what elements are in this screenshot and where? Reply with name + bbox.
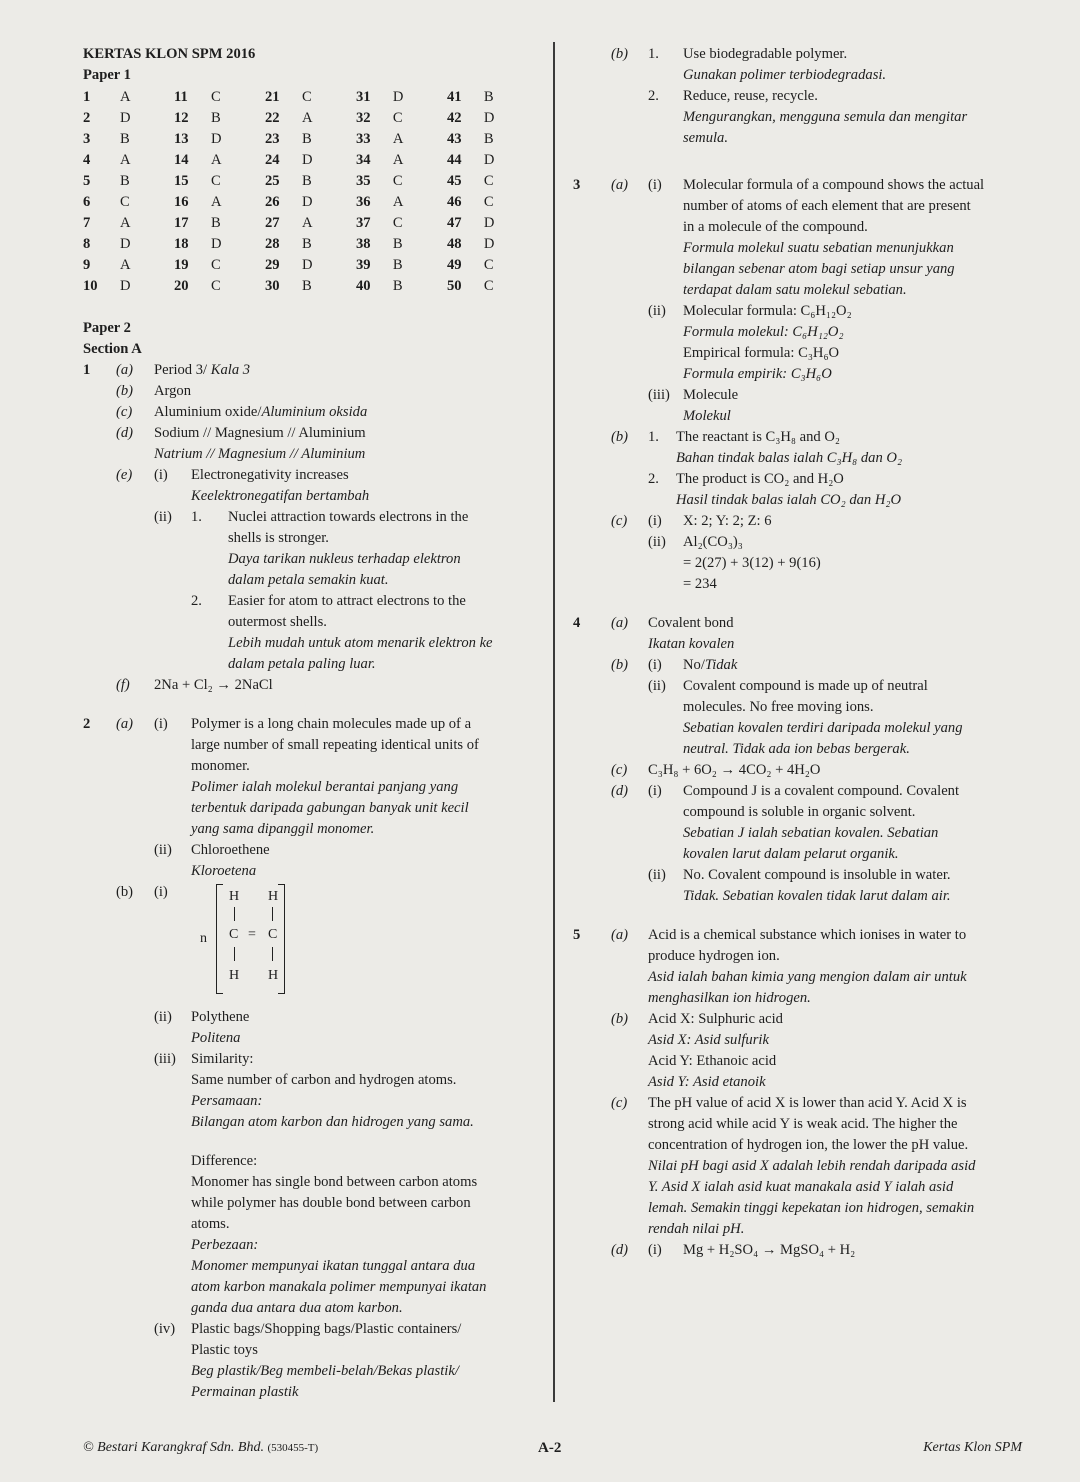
answer-letter: B: [392, 236, 403, 252]
question-1: 1 (a) Period 3/ Kala 3 (b) Argon (c) Aluminium oxide/ Aluminium oksida (d) Sodium // Magnesium // Aluminium Natrium // Magnesium // Aluminium (e) (i) Electronegativity increases Keelektronegatifan bertambah (ii) 1. Nuclei attraction towards electrons in the shells is stronger. Daya tarikan nukleus terhadap elektron dalam petala semakin kuat. 2. Easier for atom to attract electrons to the outermost shells. Lebih mudah untuk atom menarik elektron ke dalam petala paling luar. (f) 2Na + Cl₂ → 2NaCl: [83, 362, 493, 693]
answer-letter: D: [483, 236, 495, 252]
paper2-heading: Paper 2: [83, 320, 131, 336]
question-number: 2: [83, 110, 91, 126]
question-number: 36: [355, 194, 371, 210]
answer-letter: B: [210, 215, 221, 231]
question-5: 5 (a) Acid is a chemical substance which ionises in water to produce hydrogen ion. Asid ialah bahan kimia yang mengion dalam air untuk menghasilkan ion hidrogen. (b) Acid X: Sulphuric acid Asid X: Asid sulfurik Acid Y: Ethanoic acid Asid Y: Asid etanoik (c) The pH value of acid X is lower than acid Y. Acid X is strong acid while acid Y is weak acid. The higher the concentration of hydrogen ion, the lower the pH value. Nilai pH bagi asid X adalah lebih rendah daripada asid Y. Asid X ialah asid kuat manakala asid Y ialah asid lemah. Semakin tinggi kepekatan ion hidrogen, semakin rendah nilai pH. (d) (i) Mg + H₂SO₄ → MgSO₄ + H₂: [573, 927, 976, 1258]
question-number: 13: [173, 131, 189, 147]
answer-letter: A: [392, 131, 404, 147]
question-number: 22: [264, 110, 280, 126]
question-3: 3 (a) (i) Molecular formula of a compound shows the actual number of atoms of each element that are present in a molecule of the compound. Formula molekul suatu sebatian menunjukkan bilangan sebenar atom bagi setiap unsur yang terdapat dalam satu molekul sebatian. (ii) Molecular formula: C₆H₁₂O₂ Formula molekul: C₆H₁₂O₂ Empirical formula: C₃H₆O Formula empirik: C₃H₆O (iii) Molecule Molekul (b) 1. The reactant is C₃H₈ and O₂ Bahan tindak balas ialah C₃H₈ dan O₂ 2. The product is CO₂ and H₂O Hasil tindak balas ialah CO₂ dan H₂O (c) (i) X: 2; Y: 2; Z: 6 (ii) Al₂(CO₃)₃ = 2(27) + 3(12) + 9(16) = 234: [573, 177, 985, 592]
answer-row: [83, 150, 538, 171]
answer-letter: C: [210, 89, 221, 105]
answer-row: [83, 87, 538, 108]
question-number: 28: [264, 236, 280, 252]
left-column: [83, 44, 538, 1403]
question-number: 26: [264, 194, 280, 210]
answer-letter: D: [301, 152, 313, 168]
answer-letter: B: [301, 278, 312, 294]
answer-letter: C: [483, 257, 494, 273]
answer-letter: B: [119, 173, 130, 189]
question-2: 2 (a) (i) Polymer is a long chain molecules made up of a large number of small repeating identical units of monomer. Polimer ialah molekul berantai panjang yang terbentuk daripada gabungan banyak unit kecil yang sama dipanggil monomer. (ii) Chloroethene Kloroetena (b) (i) n H H C = C H H (ii) Polythene Politena (iii) Similarity: Same number of carbon and hydrogen atoms. Persamaan: Bilangan atom karbon dan hidrogen yang sama. Difference: Monomer has single bond between carbon atoms while polymer has double bond between carbon atoms. Perbezaan: Monomer mempunyai ikatan tunggal antara dua atom karbon manakala polimer mempunyai ikatan ganda dua antara dua atom karbon. (iv) Plastic bags/Shopping bags/Plastic containers/ Plastic toys Beg plastik/Beg membeli-belah/Bekas plastik/ Permainan plastik: [83, 716, 487, 1400]
structure-left-bracket: [216, 884, 223, 994]
question-number: 30: [264, 278, 280, 294]
question-number: 40: [355, 278, 371, 294]
page-title: KERTAS KLON SPM 2016: [83, 46, 256, 62]
struct-h2: H: [268, 889, 279, 904]
question-number: 31: [355, 89, 371, 105]
question-number: 6: [83, 194, 91, 210]
question-number: 43: [446, 131, 462, 147]
question-number: 35: [355, 173, 371, 189]
answer-letter: C: [483, 173, 494, 189]
question-4: 4 (a) Covalent bond Ikatan kovalen (b) (i) No/ Tidak (ii) Covalent compound is made up of neutral molecules. No free moving ions. Sebatian kovalen terdiri daripada molekul yang neutral. Tidak ada ion bebas bergerak. (c) C₃H₈ + 6O₂ → 4CO₂ + 4H₂O (d) (i) Compound J is a covalent compound. Covalent compound is soluble in organic solvent. Sebatian J ialah sebatian kovalen. Sebatian kovalen larut dalam pelarut organik. (ii) No. Covalent compound is insoluble in water. Tidak. Sebatian kovalen tidak larut dalam air.: [573, 615, 963, 904]
question-number: 33: [355, 131, 371, 147]
answer-letter: B: [483, 131, 494, 147]
answer-letter: B: [210, 110, 221, 126]
section-a-heading: Section A: [83, 341, 142, 357]
question-number: 16: [173, 194, 189, 210]
question-number: 24: [264, 152, 280, 168]
question-number: 19: [173, 257, 189, 273]
question-number: 12: [173, 110, 189, 126]
struct-bond: [272, 947, 273, 961]
right-column: [573, 44, 1033, 1261]
polythene-structure-diagram: [196, 882, 396, 1007]
question-number: 10: [83, 278, 98, 294]
footer-copyright: © Bestari Karangkraf Sdn. Bhd. (530455-T): [83, 1440, 319, 1455]
answer-letter: D: [301, 194, 313, 210]
question-number: 39: [355, 257, 371, 273]
question-number: 48: [446, 236, 462, 252]
structure-right-bracket: [278, 884, 285, 994]
paper1-heading: Paper 1: [83, 67, 131, 83]
answer-row: [83, 234, 538, 255]
question-number: 8: [83, 236, 91, 252]
question-number: 7: [83, 215, 91, 231]
answer-row: [83, 192, 538, 213]
question-number: 50: [446, 278, 462, 294]
question-number: 4: [83, 152, 91, 168]
answer-letter: A: [301, 215, 313, 231]
answer-letter: C: [483, 278, 494, 294]
answer-letter: D: [392, 89, 404, 105]
answer-letter: A: [301, 110, 313, 126]
answer-letter: C: [301, 89, 312, 105]
question-number: 21: [264, 89, 280, 105]
footer-page-number: A-2: [538, 1440, 562, 1456]
answer-letter: A: [119, 215, 131, 231]
question-number: 49: [446, 257, 462, 273]
answer-letter: D: [119, 110, 131, 126]
answer-letter: C: [392, 173, 403, 189]
footer-publication: Kertas Klon SPM: [923, 1440, 1022, 1455]
question-number: 27: [264, 215, 280, 231]
answer-letter: B: [301, 173, 312, 189]
answer-row: [83, 213, 538, 234]
question-number: 15: [173, 173, 189, 189]
answer-row: [83, 108, 538, 129]
answer-letter: D: [210, 131, 222, 147]
answer-row: [83, 129, 538, 150]
answer-letter: B: [301, 131, 312, 147]
question-number: 47: [446, 215, 462, 231]
question-number: 1: [83, 89, 91, 105]
question-number: 37: [355, 215, 371, 231]
question-number: 3: [83, 131, 91, 147]
struct-double-bond: =: [248, 927, 256, 942]
answer-letter: A: [392, 194, 404, 210]
struct-bond: [234, 947, 235, 961]
struct-bond: [234, 907, 235, 921]
answer-letter: D: [483, 152, 495, 168]
question-number: 9: [83, 257, 91, 273]
answer-letter: C: [119, 194, 130, 210]
question-number: 23: [264, 131, 280, 147]
answer-letter: B: [119, 131, 130, 147]
answer-letter: A: [119, 152, 131, 168]
struct-c1: C: [229, 927, 239, 942]
question-number: 29: [264, 257, 280, 273]
answer-letter: C: [210, 278, 221, 294]
answer-letter: C: [210, 173, 221, 189]
question-number: 18: [173, 236, 189, 252]
answer-letter: A: [392, 152, 404, 168]
struct-h4: H: [268, 968, 279, 983]
question-number: 20: [173, 278, 189, 294]
question-number: 32: [355, 110, 371, 126]
answer-letter: D: [483, 110, 495, 126]
struct-h3: H: [229, 968, 240, 983]
struct-n: n: [200, 931, 207, 946]
answer-letter: A: [119, 89, 131, 105]
question-number: 46: [446, 194, 462, 210]
answer-letter: B: [301, 236, 312, 252]
answer-letter: A: [210, 152, 222, 168]
question-number: 34: [355, 152, 371, 168]
question-number: 5: [83, 173, 91, 189]
struct-h1: H: [229, 889, 240, 904]
paper1-answer-table: [83, 87, 538, 297]
question-2-continued: (b) 1. Use biodegradable polymer. Gunakan polimer terbiodegradasi. 2. Reduce, reuse, recycle. Mengurangkan, mengguna semula dan mengitar semula.: [611, 46, 968, 146]
question-number: 42: [446, 110, 462, 126]
question-number: 17: [173, 215, 189, 231]
answer-letter: D: [483, 215, 495, 231]
answer-letter: A: [210, 194, 222, 210]
answer-letter: B: [392, 278, 403, 294]
answer-letter: C: [210, 257, 221, 273]
question-number: 44: [446, 152, 462, 168]
answer-letter: D: [210, 236, 222, 252]
answer-row: [83, 276, 538, 297]
question-number: 14: [173, 152, 189, 168]
answer-letter: B: [483, 89, 494, 105]
struct-bond: [272, 907, 273, 921]
answer-letter: C: [392, 110, 403, 126]
question-number: 38: [355, 236, 371, 252]
answer-row: [83, 255, 538, 276]
struct-c2: C: [268, 927, 278, 942]
question-number: 11: [173, 89, 188, 105]
answer-letter: C: [483, 194, 494, 210]
answer-row: [83, 171, 538, 192]
question-number: 45: [446, 173, 462, 189]
column-divider: [553, 42, 555, 1402]
answer-letter: D: [301, 257, 313, 273]
answer-letter: C: [392, 215, 403, 231]
answer-letter: D: [119, 278, 131, 294]
question-number: 25: [264, 173, 280, 189]
answer-letter: D: [119, 236, 131, 252]
question-number: 41: [446, 89, 462, 105]
answer-letter: B: [392, 257, 403, 273]
answer-letter: A: [119, 257, 131, 273]
